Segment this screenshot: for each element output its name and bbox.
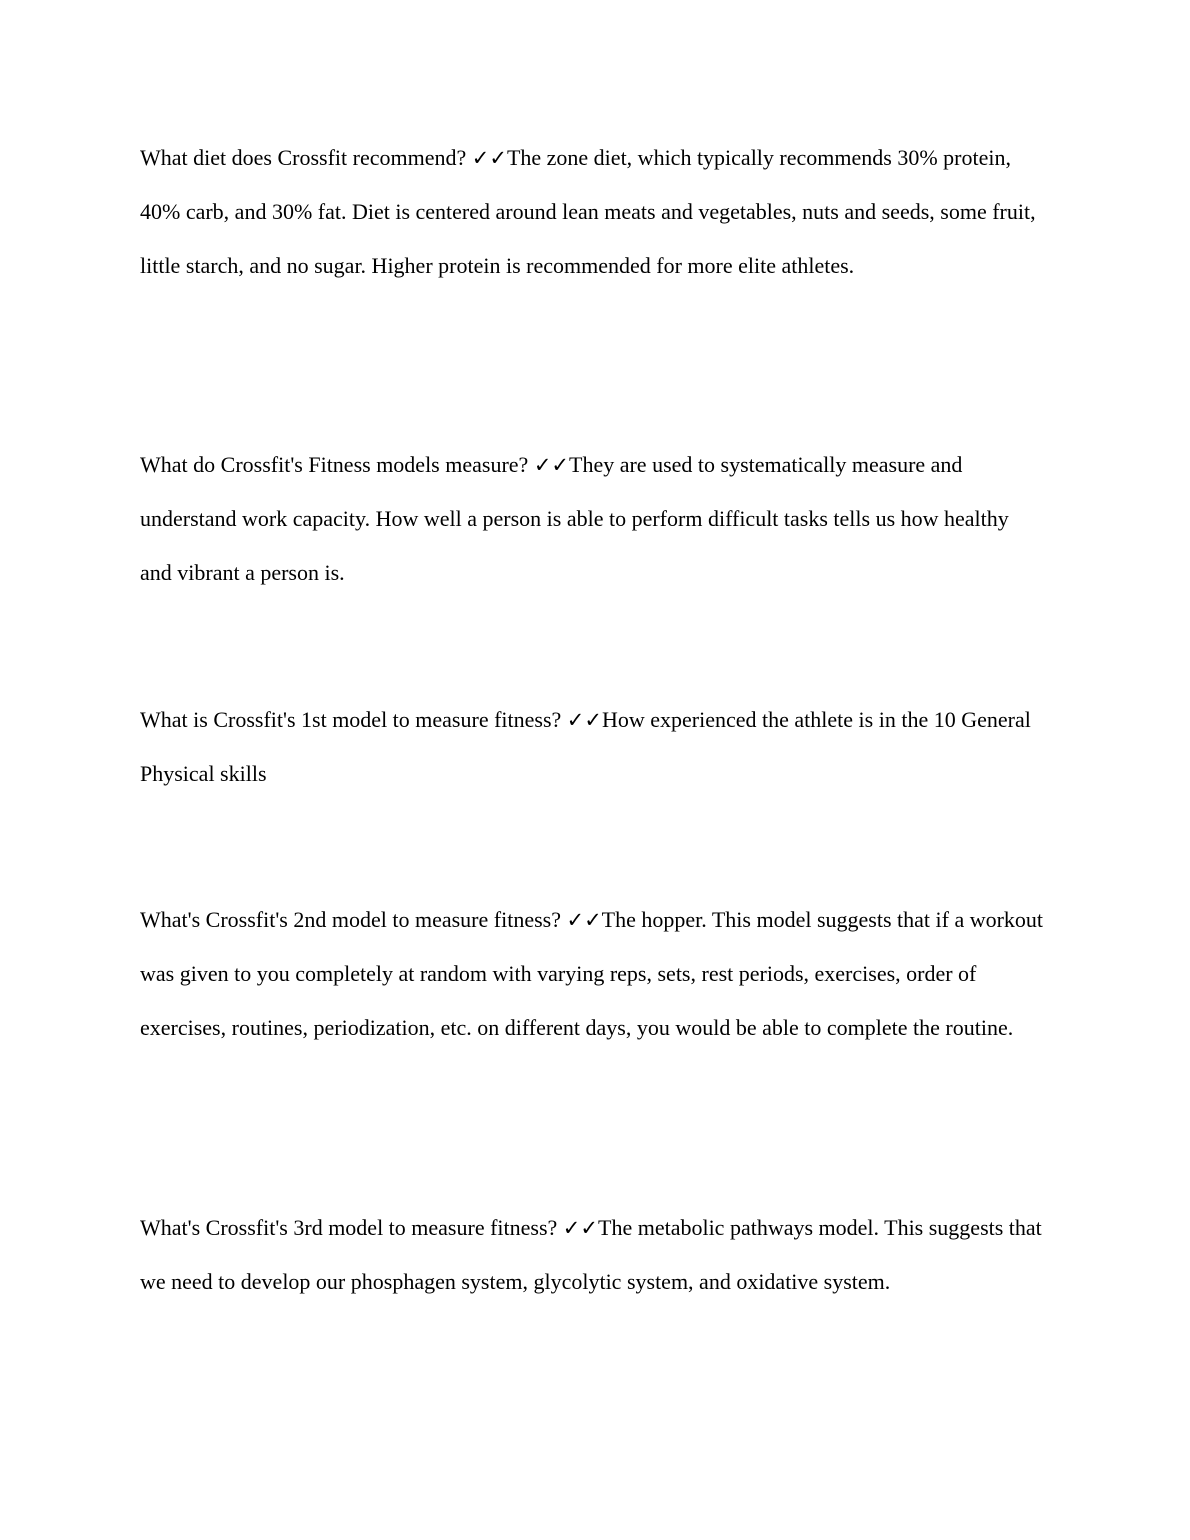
qa-item [140, 693, 1045, 801]
qa-item [140, 1201, 1045, 1309]
double-check-icon: ✓✓ [566, 708, 602, 732]
qa-item [140, 438, 1045, 600]
answer-text: The zone diet, which typically recommends 30% protein, 40% carb, and 30% fat. Diet is centered around lean meats and vegetables, nuts and seeds, some fruit, little starch, and no sugar. Higher protein is recommended for more elite athletes. [140, 145, 1036, 278]
qa-item [140, 131, 1045, 293]
double-check-icon: ✓✓ [471, 146, 507, 170]
double-check-icon: ✓✓ [566, 908, 602, 932]
question-text: What's Crossfit's 2nd model to measure fitness? [140, 907, 561, 932]
answer-text: They are used to systematically measure and understand work capacity. How well a person is able to perform difficult tasks tells us how healthy and vibrant a person is. [140, 452, 1009, 585]
qa-item [140, 893, 1045, 1055]
double-check-icon: ✓✓ [562, 1216, 598, 1240]
question-text: What is Crossfit's 1st model to measure fitness? [140, 707, 562, 732]
answer-text: How experienced the athlete is in the 10 General Physical skills [140, 707, 1031, 786]
answer-text: The hopper. This model suggests that if a workout was given to you completely at random with varying reps, sets, rest periods, exercises, order of exercises, routines, periodization, etc. on different days, you would be able to complete the routine. [140, 907, 1044, 1040]
double-check-icon: ✓✓ [533, 453, 570, 477]
question-text: What diet does Crossfit recommend? [140, 145, 467, 170]
answer-text: The metabolic pathways model. This suggests that we need to develop our phosphagen system, glycolytic system, and oxidative system. [140, 1215, 1042, 1294]
question-text: What's Crossfit's 3rd model to measure fitness? [140, 1215, 558, 1240]
question-text: What do Crossfit's Fitness models measure? [140, 452, 529, 477]
